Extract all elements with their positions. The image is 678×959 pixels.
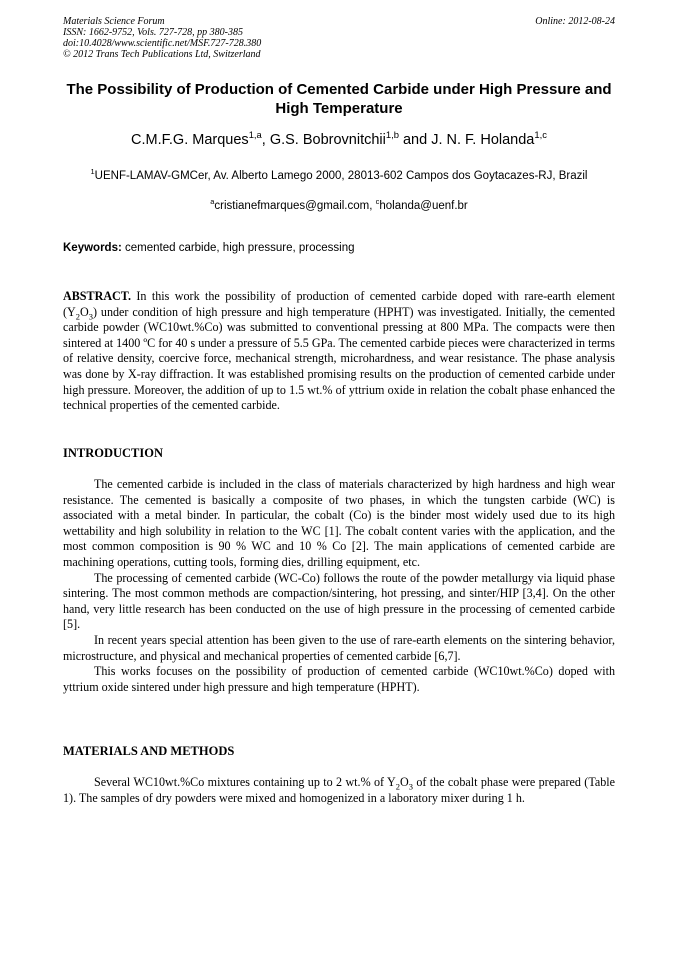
author-affiliation-marker: 1,a [248, 129, 262, 141]
section-heading-introduction: INTRODUCTION [63, 446, 164, 460]
subscript: 3 [408, 781, 413, 792]
paragraph [63, 775, 615, 806]
online-date: Online: 2012-08-24 [535, 16, 615, 27]
journal-issn: ISSN: 1662-9752, Vols. 727-728, pp 380-385 [63, 27, 243, 38]
email-address: holanda@uenf.br [379, 200, 468, 212]
affiliation-text: UENF-LAMAV-GMCer, Av. Alberto Lamego 2000, 28013-602 Campos dos Goytacazes-RJ, Brazil [94, 170, 588, 182]
keywords [63, 241, 615, 255]
journal-name: Materials Science Forum [63, 16, 165, 27]
subscript: 3 [88, 311, 93, 321]
abstract [63, 289, 615, 414]
methods-text: of the cobalt phase were prepared (Table 1). The samples of dry powders were mixed and homogenized in a laboratory mixer during 1 h. [63, 775, 615, 805]
author-emails [63, 199, 615, 213]
author-separator: , [261, 132, 270, 148]
author-name: C.M.F.G. Marques [131, 132, 249, 148]
keywords-label: Keywords: [63, 242, 122, 254]
paragraph: The cemented carbide is included in the class of materials characterized by high hardness and high wear resistance. The cemented is basically a composite of two phases, in which the tungsten carbide (WC) is associated with a metal binder. In particular, the cobalt (Co) is the binder most widely used due to its high wettability and high solubility in relation to the WC [1]. The cobalt content varies with the application, and the most common composition is 90 % WC and 10 % Co [2]. The main applications of cemented carbide are machining operations, cutting tools, forming dies, drilling equipment, etc. [63, 477, 615, 569]
keywords-text: cemented carbide, high pressure, processing [121, 242, 355, 254]
section-heading-methods: MATERIALS AND METHODS [63, 744, 235, 758]
methods-text: Several WC10wt.%Co mixtures containing up to 2 wt.% of Y [94, 775, 396, 789]
author-name: J. N. F. Holanda [431, 132, 535, 148]
subscript: 2 [395, 781, 400, 792]
subscript: 2 [75, 311, 80, 321]
author-affiliation-marker: 1,b [385, 129, 399, 141]
author-list [63, 131, 615, 149]
author-separator: and [398, 132, 432, 148]
paragraph: In recent years special attention has been given to the use of rare-earth elements on the sintering behavior, microstructure, and physical and mechanical properties of cemented carbide [6,7]. [63, 632, 615, 663]
abstract-label: ABSTRACT. [63, 289, 131, 303]
email-address: cristianefmarques@gmail.com, [214, 200, 376, 212]
author-affiliation-marker: 1,c [534, 129, 547, 141]
introduction-body [63, 477, 615, 695]
methods-text: O [399, 775, 409, 789]
abstract-text: In this work the possibility of production of cemented carbide doped with rare-earth element (Y [63, 289, 615, 319]
author-name: G.S. Bobrovnitchii [269, 132, 386, 148]
paper-title: The Possibility of Production of Cemented Carbide under High Pressure and High Temperature [66, 81, 612, 117]
journal-copyright: © 2012 Trans Tech Publications Ltd, Switzerland [63, 49, 261, 60]
abstract-text: O [80, 304, 89, 319]
paragraph: The processing of cemented carbide (WC-Co) follows the route of the powder metallurgy via liquid phase sintering. The most common methods are compaction/sintering, hot pressing, and sinter/HIP [3,4]. On the other hand, very little research has been conducted on the use of high pressure in the processing of cemented carbide [5]. [63, 570, 615, 632]
affiliation-marker: 1 [90, 167, 95, 177]
abstract-text: ) under condition of high pressure and high temperature (HPHT) was investigated. Initially, the cemented carbide powder (WC10wt.%Co) was submitted to conventional pressing at 800 MPa. The compacts were then sintered at 1400 ºC for 40 s under a pressure of 5.5 GPa. The cemented carbide pieces were characterized in terms of relative density, coercive force, mechanical strength, microhardness, and wear resistance. The phase analysis was done by X-ray diffraction. It was established promising results on the production of cemented carbide under high pressure. Moreover, the addition of up to 1.5 wt.% of yttrium oxide in relation the cobalt phase enhanced the technical properties of the cemented carbide. [63, 304, 615, 413]
paragraph: This works focuses on the possibility of production of cemented carbide (WC10wt.%Co) doped with yttrium oxide sintered under high pressure and high temperature (HPHT). [63, 664, 615, 694]
methods-body [63, 775, 615, 806]
journal-doi: doi:10.4028/www.scientific.net/MSF.727-728.380 [63, 38, 262, 49]
email-marker: a [210, 197, 215, 207]
email-marker: c [375, 197, 380, 207]
journal-header [63, 16, 615, 60]
affiliation [63, 169, 615, 183]
abstract-paragraph [63, 289, 615, 414]
